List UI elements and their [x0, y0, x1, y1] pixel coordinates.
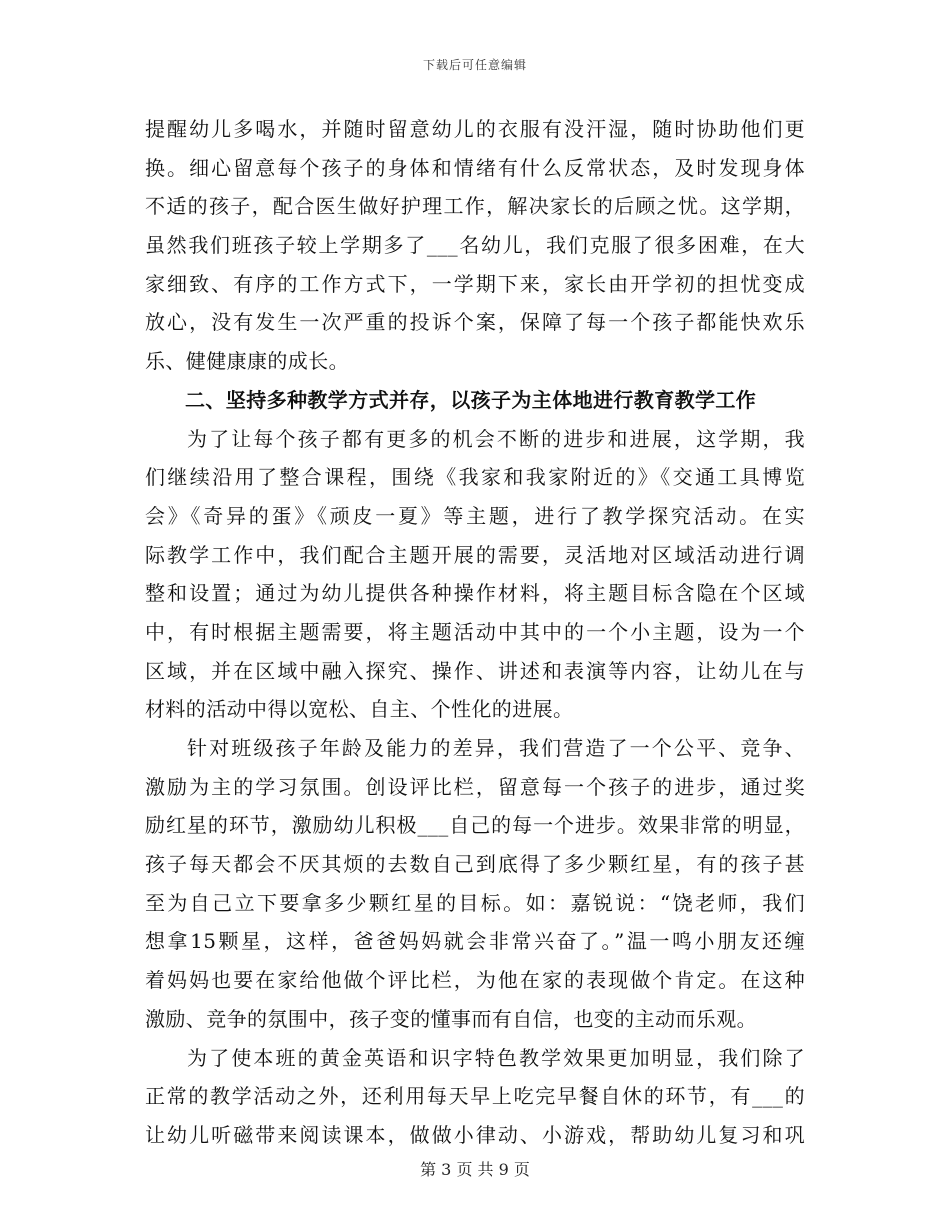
text-line: 际教学工作中，我们配合主题开展的需要，灵活地对区域活动进行调 [145, 542, 805, 567]
text-line: 会》《奇异的蛋》《顽皮一夏》等主题，进行了教学探究活动。在实 [145, 503, 805, 528]
text-line: 中，有时根据主题需要，将主题活动中其中的一个小主题，设为一个 [145, 619, 805, 644]
text-line: 不适的孩子，配合医生做好护理工作，解决家长的后顾之忧。这学期， [145, 194, 805, 219]
text-line: 为了使本班的黄金英语和识字特色教学效果更加明显，我们除了 [187, 1045, 805, 1070]
text-line: 针对班级孩子年龄及能力的差异，我们营造了一个公平、竞争、 [187, 736, 805, 760]
text-line: 放心，没有发生一次严重的投诉个案，保障了每一个孩子都能快欢乐 [145, 310, 805, 335]
text-line: 们继续沿用了整合课程，围绕《我家和我家附近的》《交通工具博览 [145, 465, 805, 490]
text-line: 着妈妈也要在家给他做个评比栏，为他在家的表现做个肯定。在这种 [145, 968, 805, 993]
text-line: 让幼儿听磁带来阅读课本，做做小律动、小游戏，帮助幼儿复习和巩 [145, 1122, 805, 1147]
text-line: 家细致、有序的工作方式下，一学期下来，家长由开学初的担忧变成 [145, 271, 805, 296]
section-heading: 二、坚持多种教学方式并存，以孩子为主体地进行教育教学工作 [185, 387, 757, 412]
text-line: 想拿15颗星，这样，爸爸妈妈就会非常兴奋了。”温一鸣小朋友还缠 [145, 929, 805, 954]
text-line: 区域，并在区域中融入探究、操作、讲述和表演等内容，让幼儿在与 [145, 658, 805, 683]
body-text [145, 110, 805, 1155]
text-line: 励红星的环节，激励幼儿积极___自己的每一个进步。效果非常的明显， [145, 813, 805, 838]
text-line: 乐、健健康康的成长。 [145, 349, 349, 374]
text-line: 为了让每个孩子都有更多的机会不断的进步和进展，这学期，我 [187, 426, 805, 451]
text-line: 孩子每天都会不厌其烦的去数自己到底得了多少颗红星，有的孩子甚 [145, 852, 805, 877]
page-header: 下载后可任意编辑 [422, 58, 527, 72]
text-line: 材料的活动中得以宽松、自主、个性化的进展。 [145, 697, 574, 722]
text-line: 虽然我们班孩子较上学期多了___名幼儿，我们克服了很多困难，在大 [145, 233, 805, 258]
text-line: 激励为主的学习氛围。创设评比栏，留意每一个孩子的进步，通过奖 [145, 774, 805, 799]
text-line: 正常的教学活动之外，还利用每天早上吃完早餐自休的环节，有___的 [145, 1084, 805, 1109]
text-line: 激励、竞争的氛围中，孩子变的懂事而有自信，也变的主动而乐观。 [145, 1006, 757, 1031]
text-line: 换。细心留意每个孩子的身体和情绪有什么反常状态，及时发现身体 [145, 155, 805, 180]
text-line: 提醒幼儿多喝水，并随时留意幼儿的衣服有没汗湿，随时协助他们更 [145, 117, 805, 141]
text-line: 至为自己立下要拿多少颗红星的目标。如：嘉锐说：“饶老师，我们 [145, 890, 805, 915]
page-footer: 第 3 页 共 9 页 [420, 1160, 530, 1179]
text-line: 整和设置；通过为幼儿提供各种操作材料，将主题目标含隐在个区域 [145, 581, 805, 606]
